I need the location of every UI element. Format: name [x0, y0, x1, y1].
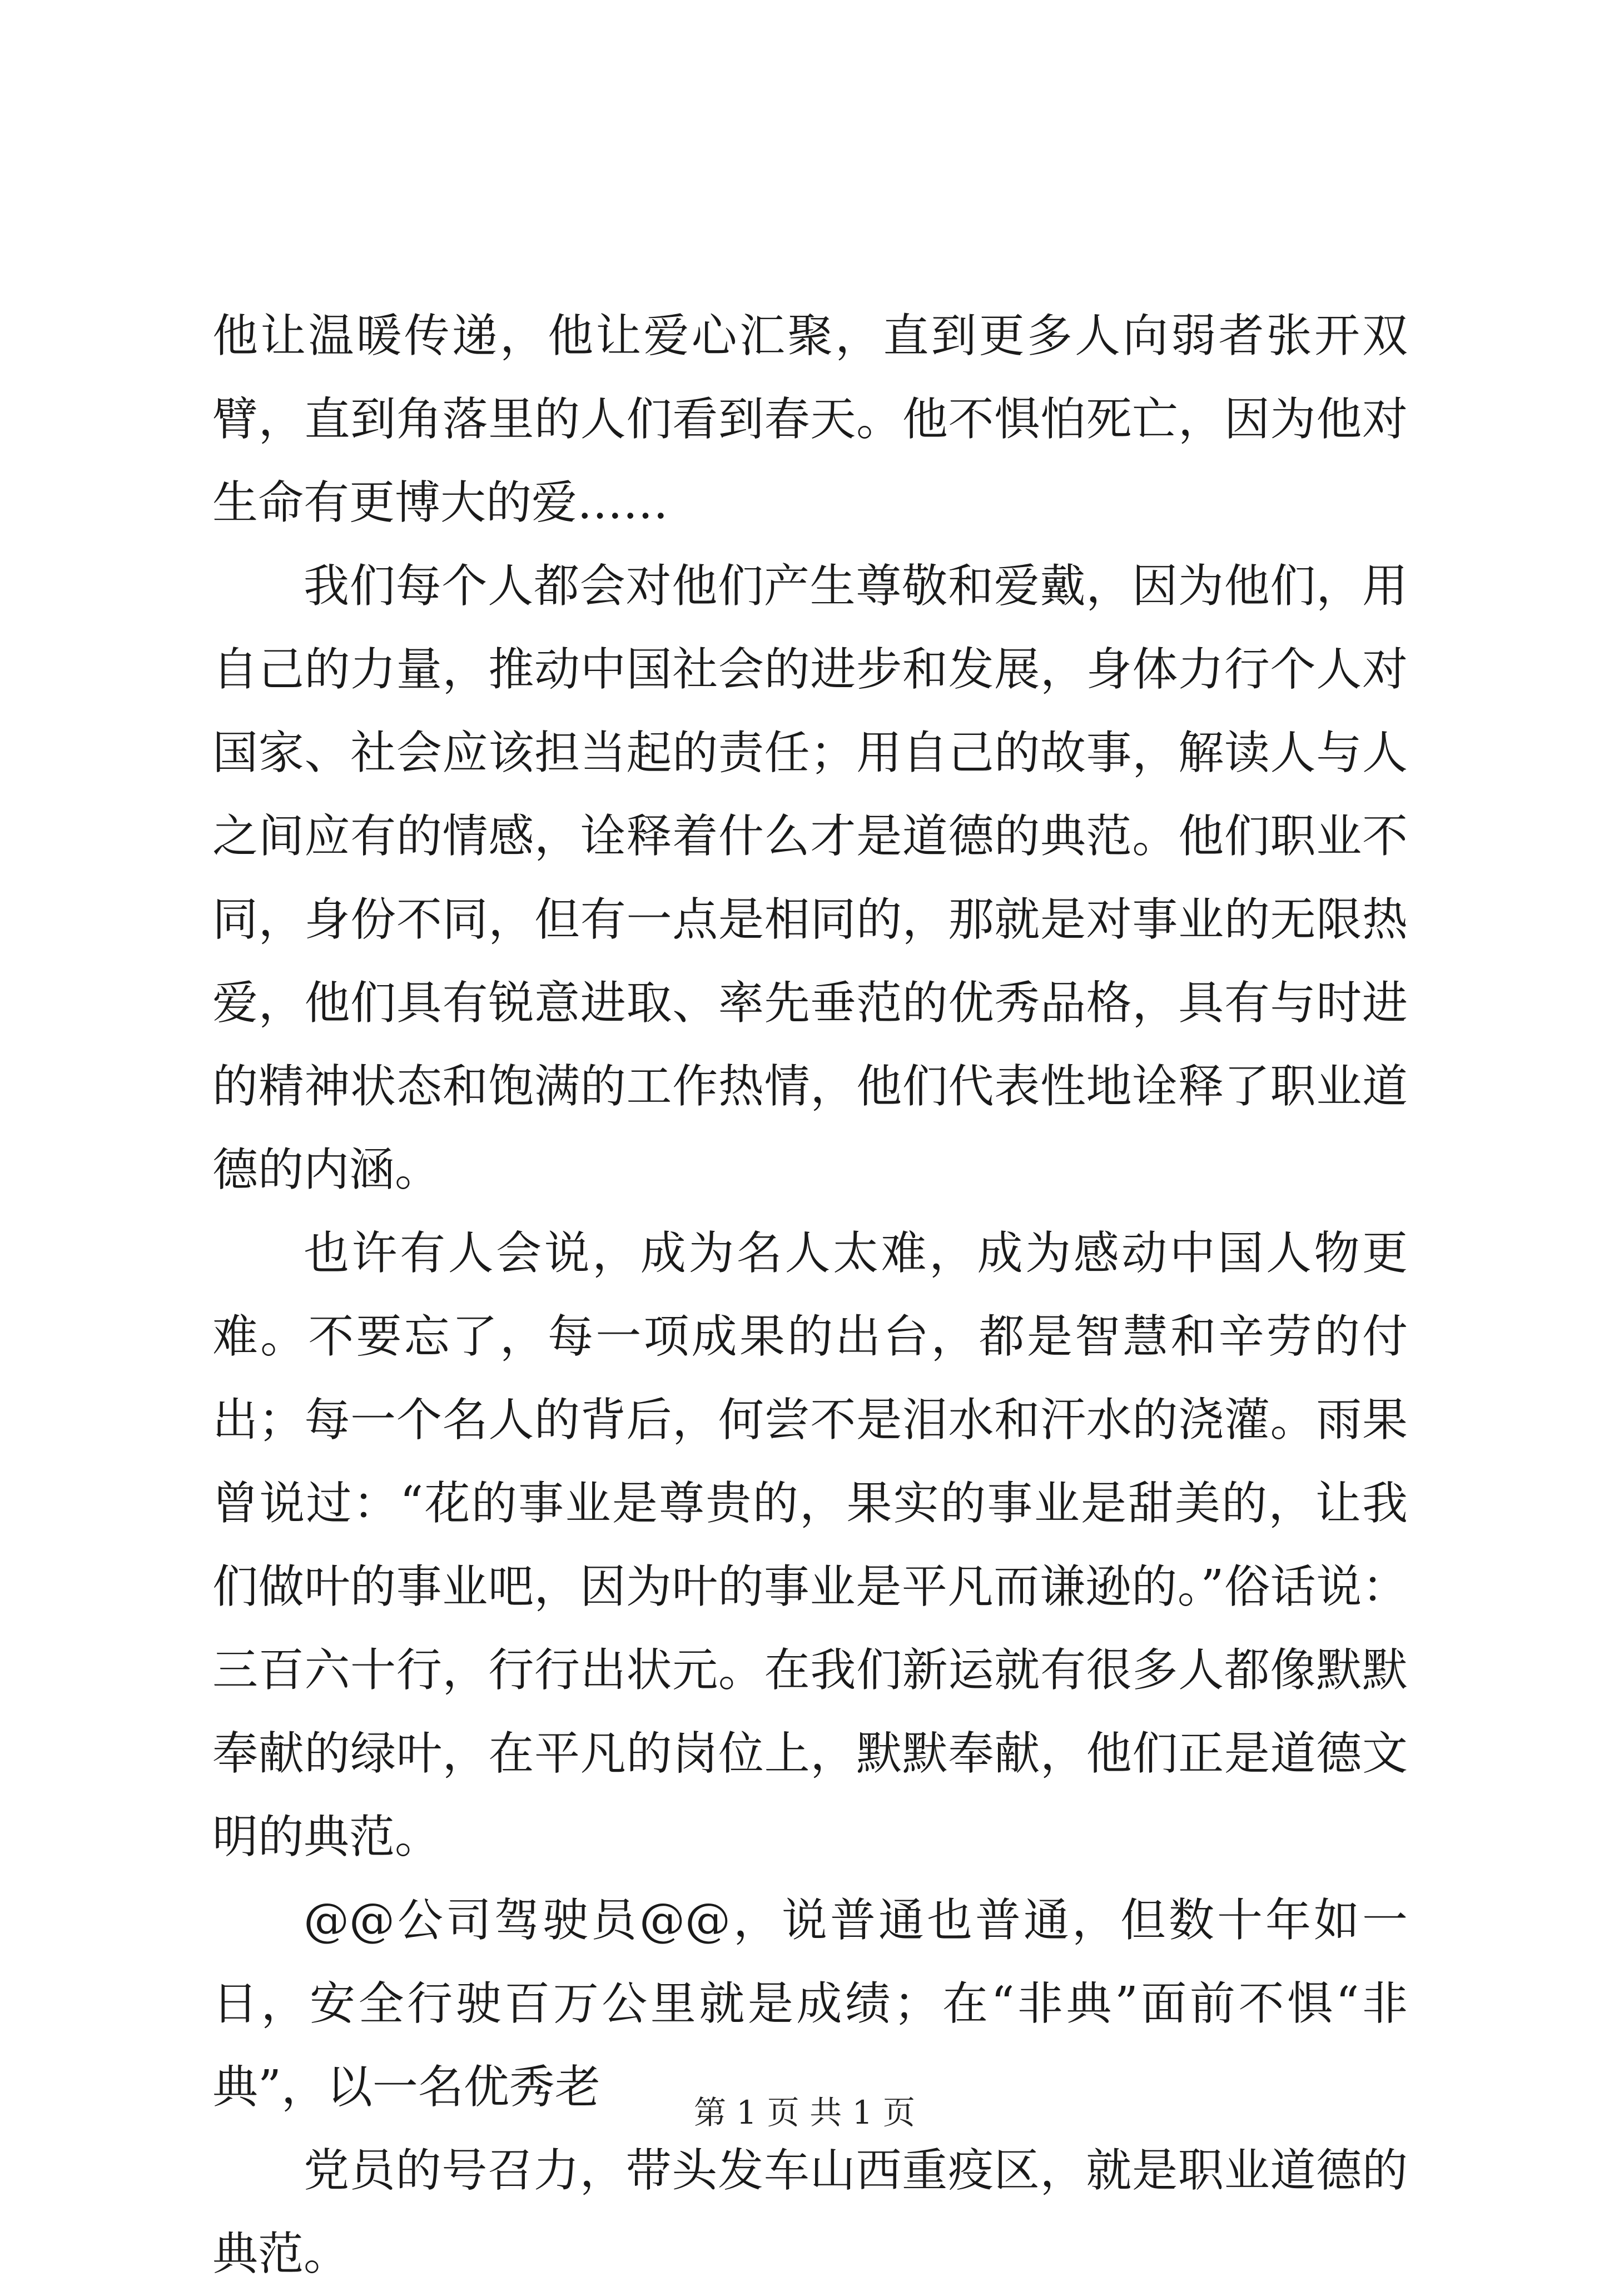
paragraph-continuation: 他让温暖传递，他让爱心汇聚，直到更多人向弱者张开双臂，直到角落里的人们看到春天。他不惧怕死亡，因为他对生命有更博大的爱……	[212, 310, 1408, 529]
paragraph: 也许有人会说，成为名人太难，成为感动中国人物更难。不要忘了，每一项成果的出台，都是智慧和辛劳的付出；每一个名人的背后，何尝不是泪水和汗水的浇灌。雨果曾说过：“花的事业是尊贵的，果实的事业是甜美的，让我们做叶的事业吧，因为叶的事业是平凡而谦逊的。”俗话说：三百六十行，行行出状元。在我们新运就有很多人都像默默奉献的绿叶，在平凡的岗位上，默默奉献，他们正是道德文明的典范。	[212, 1227, 1408, 1863]
page-footer	[0, 2090, 1609, 2135]
paragraph: @@公司驾驶员@@，说普通也普通，但数十年如一日，安全行驶百万公里就是成绩；在“非典”面前不惧“非典”，以一名优秀老	[212, 1894, 1408, 2114]
paragraph: 我们每个人都会对他们产生尊敬和爱戴，因为他们，用自己的力量，推动中国社会的进步和发展，身体力行个人对国家、社会应该担当起的责任；用自己的故事，解读人与人之间应有的情感，诠释着什么才是道德的典范。他们职业不同，身份不同，但有一点是相同的，那就是对事业的无限热爱，他们具有锐意进取、率先垂范的优秀品格，具有与时进的精神状态和饱满的工作热情，他们代表性地诠释了职业道德的内涵。	[212, 560, 1408, 1196]
page-number: 第 1 页 共 1 页	[694, 2094, 915, 2131]
paragraph: 党员的号召力，带头发车山西重疫区，就是职业道德的典范。	[212, 2144, 1408, 2280]
document-body	[212, 295, 1408, 2296]
